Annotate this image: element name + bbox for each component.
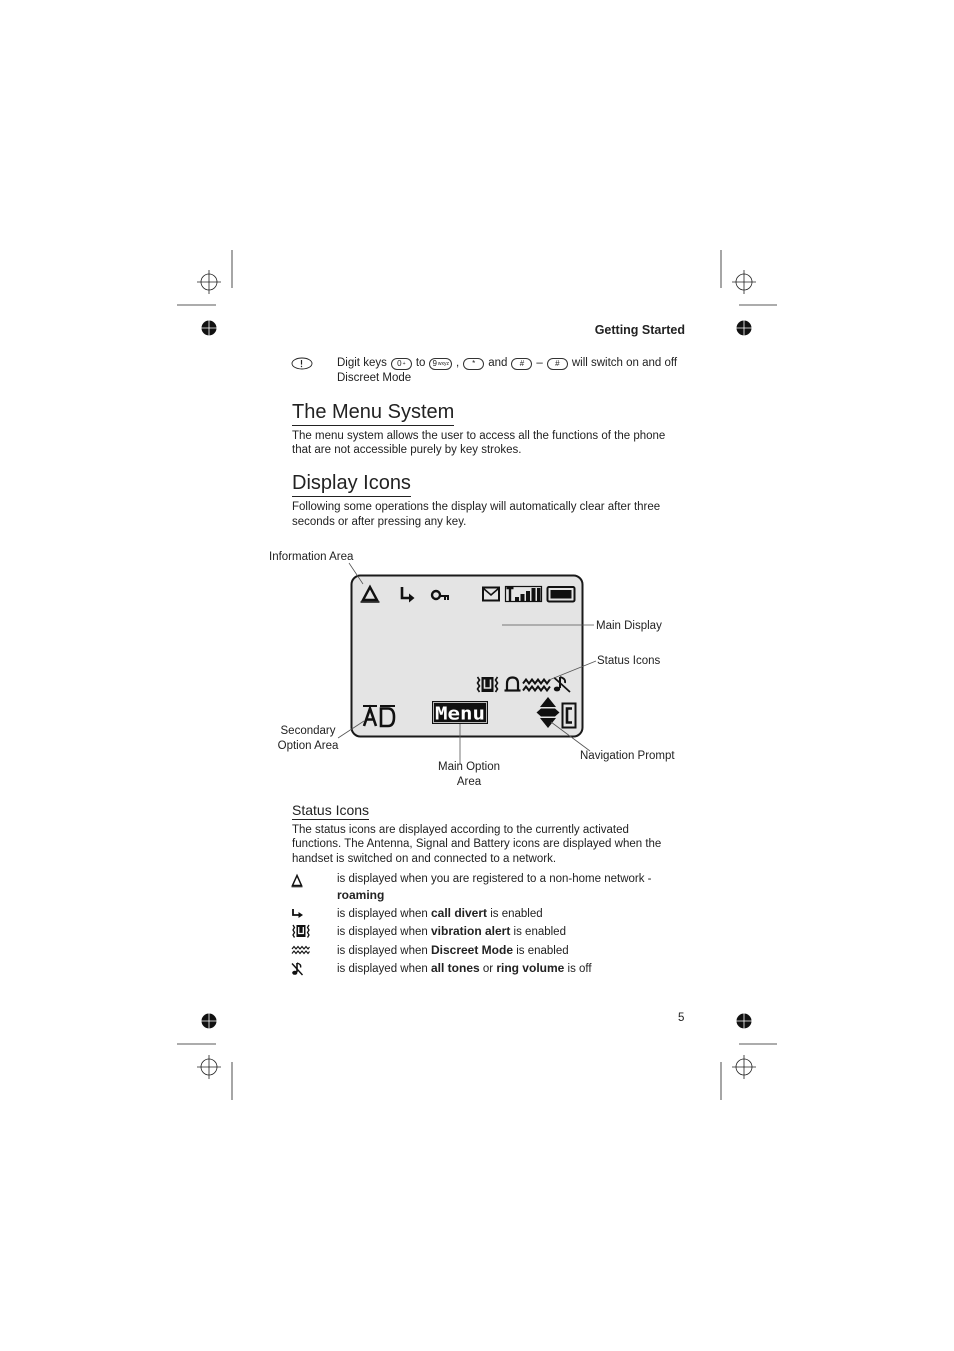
status-item-term: call divert xyxy=(430,906,488,920)
status-item-text: is displayed when xyxy=(337,908,428,920)
tones-off-icon xyxy=(291,962,303,976)
label-main-display: Main Display xyxy=(596,620,662,632)
key-hash-icon: # xyxy=(511,358,532,370)
paragraph-line: Following some operations the display will automatically clear after three xyxy=(292,501,661,513)
call-divert-icon xyxy=(291,908,304,919)
key-hash-icon: # xyxy=(547,358,568,370)
status-item-text: is enabled xyxy=(513,926,566,938)
paragraph-line: The status icons are displayed according to the currently activated xyxy=(292,824,629,836)
registration-dot-top-right xyxy=(737,321,752,336)
status-item-text: or xyxy=(482,963,494,975)
main-softkey xyxy=(432,701,488,725)
crop-mark-top-left xyxy=(177,250,232,305)
status-item-term: vibration alert xyxy=(430,924,511,938)
key-9-icon: 9 wxyz xyxy=(429,358,452,370)
label-main-option-area xyxy=(420,760,518,790)
label-line: Secondary xyxy=(280,725,336,737)
status-item-text: is displayed when you are registered to a non-home network - xyxy=(337,873,652,885)
status-item-roaming-term xyxy=(337,888,384,904)
registration-dot-top-left xyxy=(202,321,217,336)
trim-line xyxy=(721,250,777,305)
status-item-discreet-mode xyxy=(337,943,569,959)
registration-dot-bottom-right xyxy=(737,1014,752,1029)
trim-line xyxy=(177,250,232,305)
tip-line xyxy=(337,356,677,371)
page-number: 5 xyxy=(678,1012,685,1024)
registration-crosshair xyxy=(197,1055,221,1079)
crop-mark-bottom-right xyxy=(721,1044,777,1100)
roaming-icon xyxy=(291,874,303,888)
tip-comma: , xyxy=(456,357,460,369)
status-item-tones-off xyxy=(337,961,592,977)
label-line: Option Area xyxy=(277,740,339,752)
registration-crosshair xyxy=(197,270,221,294)
vibration-icon xyxy=(291,924,311,938)
status-item-roaming xyxy=(337,872,652,887)
heading-status-icons: Status Icons xyxy=(292,802,370,818)
trim-line xyxy=(177,1044,232,1100)
status-item-term: all tones xyxy=(430,961,480,975)
tip-and: and xyxy=(488,357,508,369)
key-star-icon: * xyxy=(463,358,484,370)
tip-text-before: Digit keys xyxy=(337,357,387,369)
tip-dash: – xyxy=(536,357,543,369)
tip-text-after: will switch on and off xyxy=(571,357,678,369)
key-0-icon: 0 + xyxy=(391,358,412,370)
heading-display-icons: Display Icons xyxy=(292,472,411,497)
status-item-text: is off xyxy=(567,963,592,975)
registration-dot-bottom-left xyxy=(202,1014,217,1029)
status-item-text: is enabled xyxy=(516,945,569,957)
paragraph-line: functions. The Antenna, Signal and Battery icons are displayed when the xyxy=(292,838,662,850)
registration-crosshair xyxy=(732,270,756,294)
crop-mark-bottom-left xyxy=(177,1044,232,1100)
paragraph-line: handset is switched on and connected to a network. xyxy=(292,853,557,865)
heading-menu-system: The Menu System xyxy=(292,401,454,426)
crop-mark-top-right xyxy=(721,250,777,305)
note-icon xyxy=(291,357,313,370)
softkey-label: Menu xyxy=(435,703,485,725)
label-line: Main Option xyxy=(437,761,500,773)
label-line: Area xyxy=(456,776,482,788)
status-item-term: Discreet Mode xyxy=(430,943,514,957)
discreet-mode-icon xyxy=(291,945,310,955)
status-item-text: is displayed when xyxy=(337,926,428,938)
tip-to: to xyxy=(415,357,426,369)
status-item-vibration xyxy=(337,924,566,940)
label-navigation-prompt: Navigation Prompt xyxy=(580,750,675,762)
tip-line-2: Discreet Mode xyxy=(337,372,412,384)
status-item-text: is enabled xyxy=(490,908,543,920)
label-status-icons: Status Icons xyxy=(597,655,661,667)
status-item-term: roaming xyxy=(337,888,385,902)
label-information-area: Information Area xyxy=(269,551,354,563)
registration-crosshair xyxy=(732,1055,756,1079)
status-item-text: is displayed when xyxy=(337,945,428,957)
paragraph-line: seconds or after pressing any key. xyxy=(292,516,467,528)
status-item-call-divert xyxy=(337,906,543,922)
status-item-term: ring volume xyxy=(496,961,565,975)
running-header: Getting Started xyxy=(594,323,685,337)
label-secondary-option-area xyxy=(268,724,348,754)
paragraph-line: The menu system allows the user to access all the functions of the phone xyxy=(292,430,666,442)
status-item-text: is displayed when xyxy=(337,963,428,975)
paragraph-line: that are not accessible purely by key strokes. xyxy=(292,444,522,456)
trim-line xyxy=(721,1044,777,1100)
